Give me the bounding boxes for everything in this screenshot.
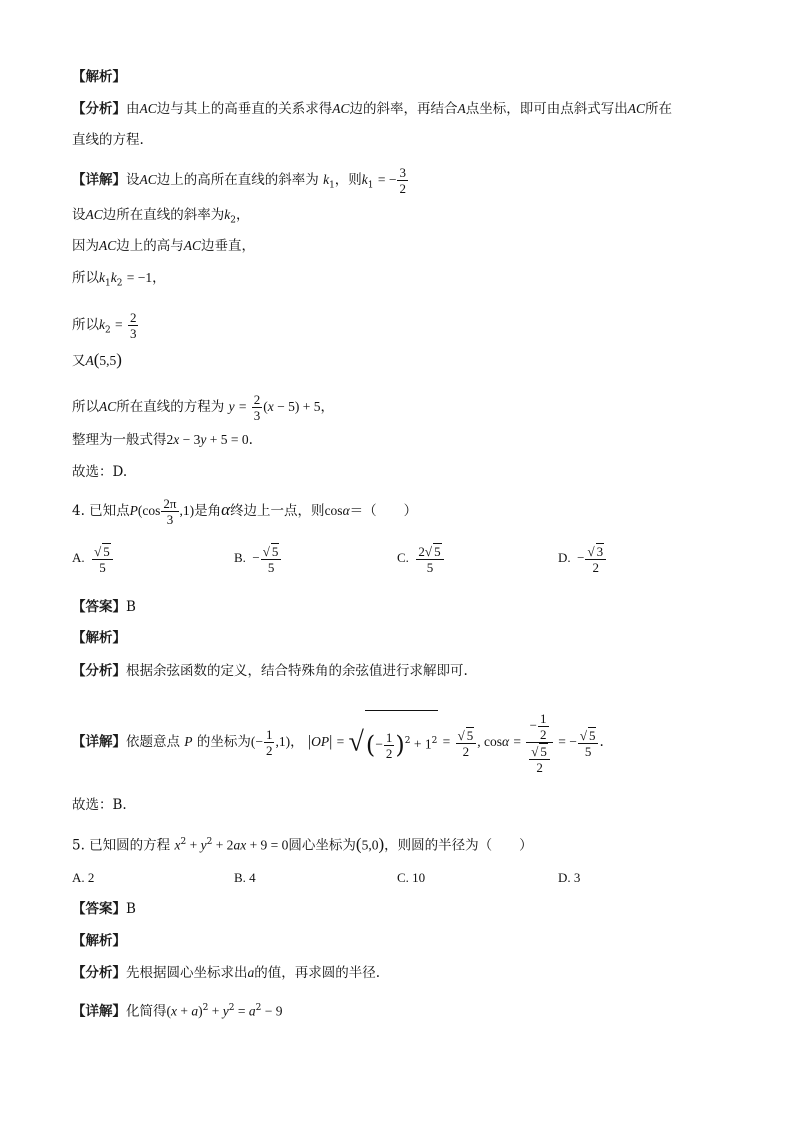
detail-line-3-4: 所以$k_1k_2 = -1$， bbox=[72, 270, 166, 289]
q5-option-a: A. 2 bbox=[72, 870, 95, 885]
jiexi-heading-5: 【解析】 bbox=[72, 933, 126, 949]
answer-line-5: 【答案】B bbox=[72, 901, 136, 917]
q4-option-d: D. − $\frac{√ 3}{2}$ bbox=[558, 543, 607, 575]
analysis-line-3a: 【分析】由AC边与其上的高垂直的关系求得AC边的斜率，再结合A点坐标，即可由点斜式写出AC所在 bbox=[72, 101, 673, 117]
analysis-line-4: 【分析】根据余弦函数的定义，结合特殊角的余弦值进行求解即可. bbox=[72, 663, 468, 679]
answer-line-4b: 故选：B. bbox=[72, 797, 127, 813]
detail-line-3-6: 又A(5,5) bbox=[72, 350, 122, 369]
q4-option-c: C. $\frac{2√ 5}{5}$ bbox=[397, 543, 445, 575]
question-5-stem: 5. 已知圆的方程 $x^2 + y^2 + 2ax + 9 = 0$圆心坐标为(5,0)，则圆的半径为（ ） bbox=[72, 834, 533, 854]
q5-option-c: C. 10 bbox=[397, 870, 426, 885]
detail-line-4: 【详解】依题意点 P 的坐标为(− $\frac{1}{2}$ ,1)， |OP| = √(− $\frac{1}{2}$ )$^2 + 1^2$ = $\frac{√ 5}{2}$ , cosα = − $\frac{1}{2}$ $\frac{√ 5}{2}$ = − $\frac{√ 5}{5}$ . bbox=[72, 710, 604, 775]
jiexi-heading-4: 【解析】 bbox=[72, 630, 126, 646]
detail-line-3-7: 所以AC所在直线的方程为 y = $\frac{2}{3}$ (x − 5) + 5， bbox=[72, 392, 335, 423]
analysis-line-5: 【分析】先根据圆心坐标求出a的值，再求圆的半径. bbox=[72, 965, 381, 981]
answer-line-3: 故选：D. bbox=[72, 464, 128, 480]
detail-line-3-5: 所以$k_2$ = $\frac{2}{3}$ bbox=[72, 310, 137, 341]
jiexi-heading-3: 【解析】 bbox=[72, 69, 126, 85]
answer-line-4: 【答案】B bbox=[72, 599, 136, 615]
detail-line-3-1: 【详解】设AC边上的高所在直线的斜率为 $k_1$，则$k_1$ = − $\frac{3}{2}$ bbox=[72, 165, 406, 196]
q5-option-b: B. 4 bbox=[234, 870, 256, 885]
q4-option-b: B. − $\frac{√ 5}{5}$ bbox=[234, 543, 282, 575]
q4-option-a: A. $\frac{√ 5}{5}$ bbox=[72, 543, 114, 575]
analysis-line-3b: 直线的方程. bbox=[72, 132, 144, 148]
detail-line-3-2: 设AC边所在直线的斜率为$k_2$， bbox=[72, 207, 250, 226]
detail-line-3-8: 整理为一般式得2x − 3y + 5 = 0. bbox=[72, 432, 253, 448]
q5-option-d: D. 3 bbox=[558, 870, 581, 885]
detail-line-5: 【详解】化简得$(x + a)^2 + y^2 = a^2 - 9$ bbox=[72, 1003, 283, 1020]
question-4-stem: 4. 已知点P(cos $\frac{2\pi}{3}$ ,1)是角α终边上一点，则cosα＝（ ） bbox=[72, 496, 418, 527]
detail-line-3-3: 因为AC边上的高与AC边垂直， bbox=[72, 238, 256, 254]
